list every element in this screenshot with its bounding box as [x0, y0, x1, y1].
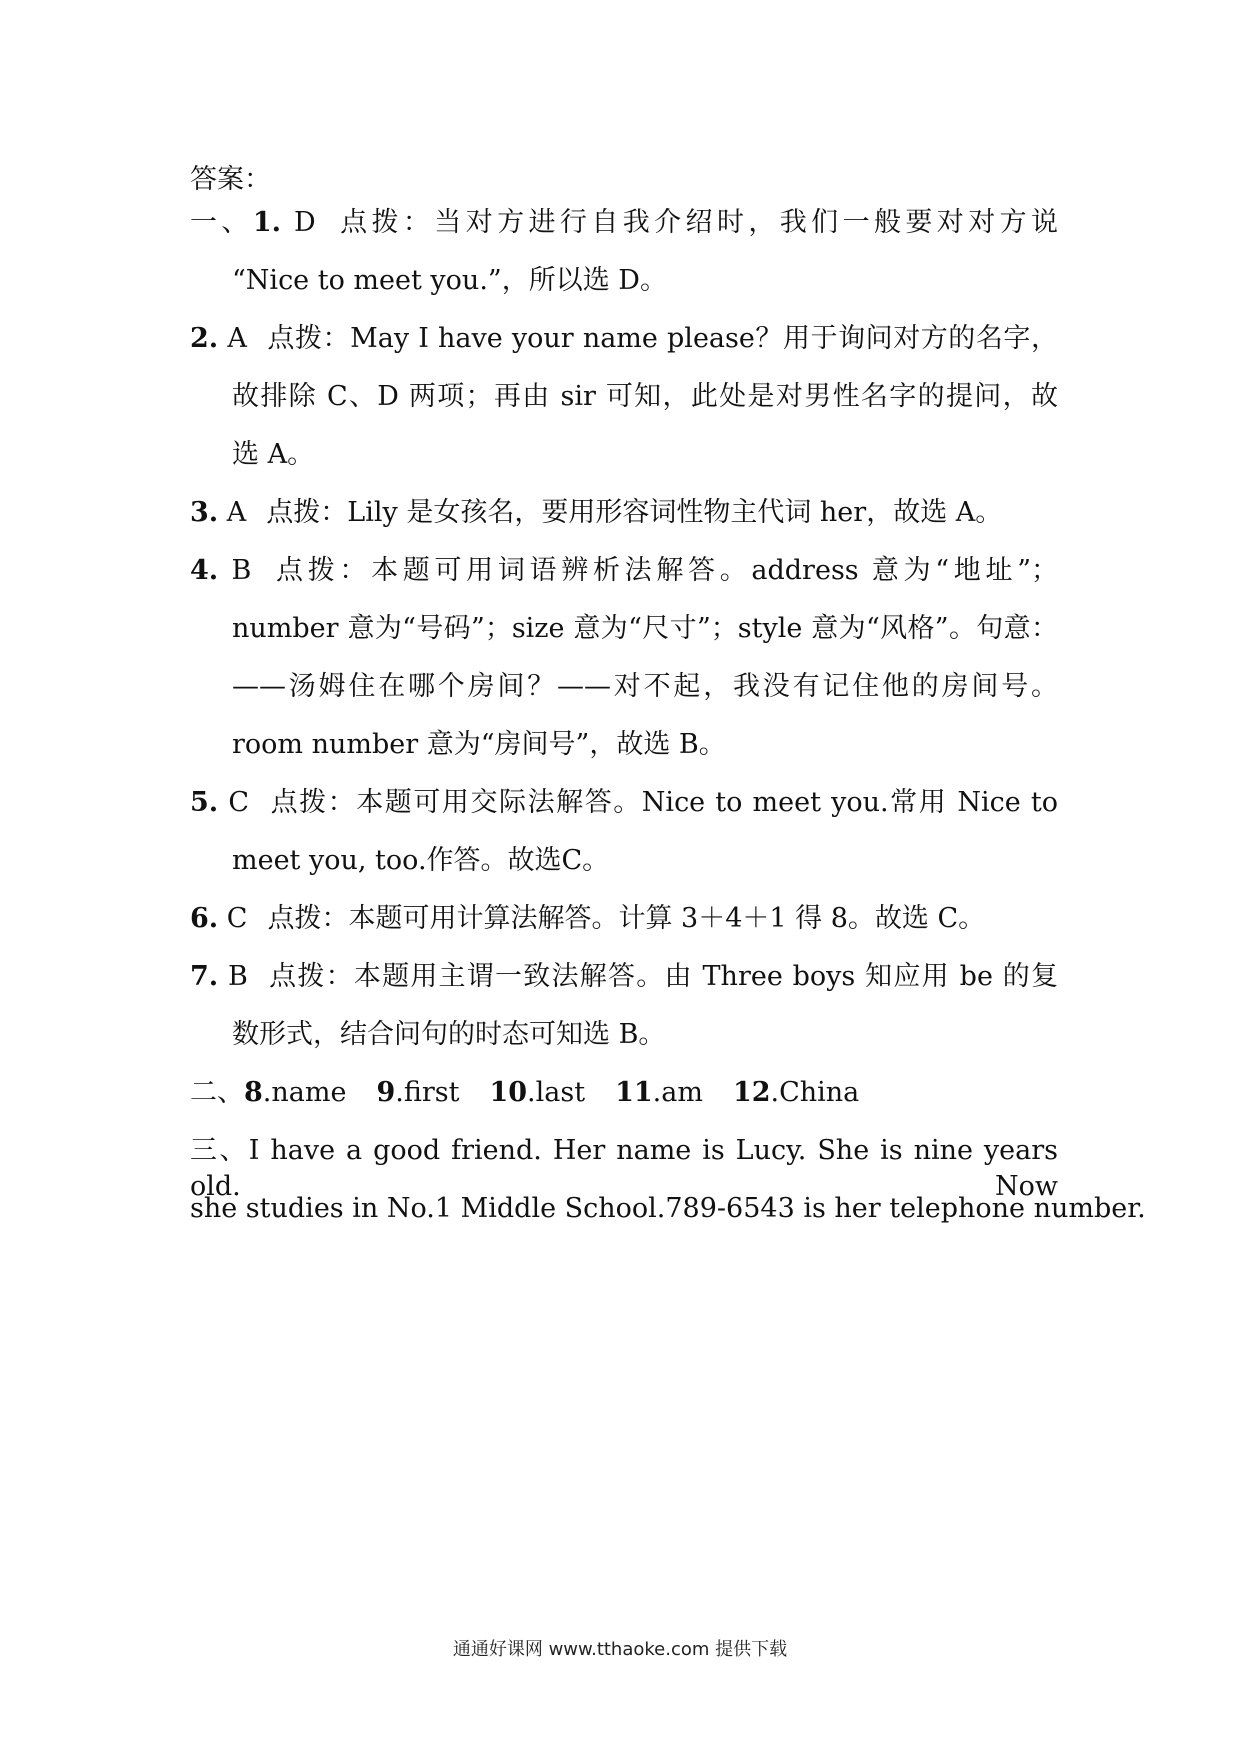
item-2-explanation-line-2: 故排除 C、D 两项；再由 sir 可知，此处是对男性名字的提问，故 [232, 381, 1058, 412]
item-3-explanation-line-1: 点拨：Lily 是女孩名，要用形容词性物主代词 her，故选 A。 [266, 497, 1003, 528]
answer-heading: 答案： [190, 164, 271, 195]
item-3-answer: A [226, 497, 247, 528]
section-3-marker: 三、 [190, 1135, 249, 1166]
item-9-word: .first [395, 1077, 460, 1108]
item-2-explanation-line-1: 点拨：May I have your name please？用于询问对方的名字， [266, 323, 1058, 354]
section-3-paragraph-line-2: she studies in No.1 Middle School.789-6543 is her telephone number. [190, 1193, 1146, 1224]
item-4-explanation-line-4: room number 意为“房间号”，故选 B。 [232, 729, 726, 760]
item-6-explanation-line-1: 点拨：本题可用计算法解答。计算 3＋4＋1 得 8。故选 C。 [267, 903, 986, 934]
item-8-word: .name [262, 1077, 347, 1108]
item-12-number: 12 [732, 1077, 771, 1108]
item-10-word: .last [527, 1077, 586, 1108]
item-2-number: 2 [190, 323, 209, 354]
answer-item-1: 一、1. D 点拨：当对方进行自我介绍时，我们一般要对对方说 [190, 207, 1059, 238]
item-4-explanation-line-1: 点拨：本题可用词语辨析法解答。address 意为“地址”； [271, 555, 1058, 586]
item-3-number: 3 [190, 497, 209, 528]
item-12-word: .China [770, 1077, 860, 1108]
item-5-answer: C [228, 787, 250, 818]
answer-item-2: 2. A 点拨：May I have your name please？用于询问对方的名字， [190, 323, 1058, 354]
item-8-number: 8 [244, 1077, 263, 1108]
download-footer: 通通好课网 www.tthaoke.com 提供下载 [452, 1639, 788, 1660]
answer-item-6: 6. C 点拨：本题可用计算法解答。计算 3＋4＋1 得 8。故选 C。 [190, 903, 986, 934]
item-5-explanation-line-1: 点拨：本题可用交际法解答。Nice to meet you.常用 Nice to [269, 787, 1058, 818]
item-1-explanation-line-1: 点拨：当对方进行自我介绍时，我们一般要对对方说 [335, 207, 1059, 238]
item-5-explanation-line-2: meet you, too.作答。故选C。 [232, 845, 610, 876]
item-4-explanation-line-3: ——汤姆住在哪个房间？——对不起，我没有记住他的房间号。 [232, 671, 1058, 702]
item-1-number: 1 [252, 207, 272, 238]
answer-item-3: 3. A 点拨：Lily 是女孩名，要用形容词性物主代词 her，故选 A。 [190, 497, 1003, 528]
item-4-number: 4 [190, 555, 209, 586]
answer-item-5: 5. C 点拨：本题可用交际法解答。Nice to meet you.常用 Nice to [190, 787, 1058, 818]
item-5-number: 5 [190, 787, 209, 818]
item-11-word: .am [652, 1077, 703, 1108]
section-3-text-line-1: I have a good friend. Her name is Lucy. She is nine years old. Now [190, 1135, 1059, 1202]
item-7-number: 7 [190, 961, 209, 992]
item-7-explanation-line-2: 数形式，结合问句的时态可知选 B。 [232, 1019, 666, 1050]
answer-item-4: 4. B 点拨：本题可用词语辨析法解答。address 意为“地址”； [190, 555, 1058, 586]
item-11-number: 11 [615, 1077, 653, 1108]
section-1-marker: 一、 [190, 207, 253, 238]
item-1-explanation-line-2: “Nice to meet you.”，所以选 D。 [232, 265, 667, 296]
answer-item-7: 7. B 点拨：本题用主谓一致法解答。由 Three boys 知应用 be 的复 [190, 961, 1058, 992]
item-6-answer: C [226, 903, 248, 934]
item-4-explanation-line-2: number 意为“号码”；size 意为“尺寸”；style 意为“风格”。句意： [232, 613, 1058, 644]
item-7-explanation-line-1: 点拨：本题用主谓一致法解答。由 Three boys 知应用 be 的复 [267, 961, 1058, 992]
item-2-explanation-line-3: 选 A。 [232, 439, 315, 470]
item-2-answer: A [227, 323, 247, 354]
item-4-answer: B [231, 555, 252, 586]
item-10-number: 10 [489, 1077, 528, 1108]
item-7-answer: B [228, 961, 248, 992]
section-2-marker: 二、 [190, 1077, 244, 1108]
section-2-answers [190, 1075, 859, 1111]
item-1-answer: D [294, 207, 316, 238]
item-6-number: 6 [190, 903, 209, 934]
item-9-number: 9 [376, 1077, 396, 1108]
